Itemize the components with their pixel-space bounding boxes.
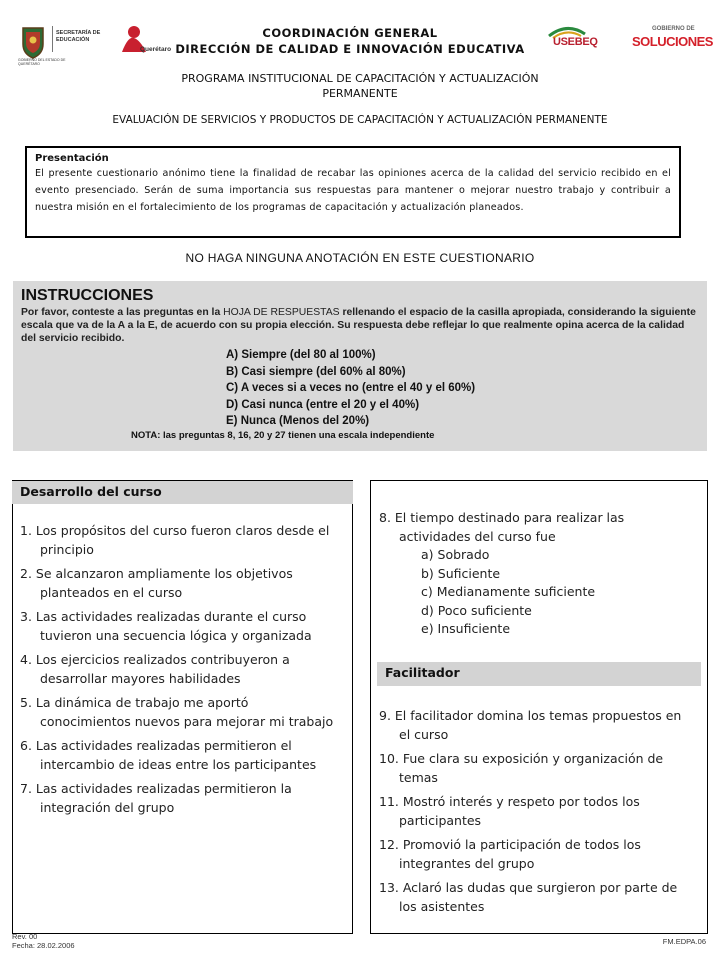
escala-item: C) A veces si a veces no (entre el 40 y el 60%) [226,382,476,394]
secretaria-logo [18,22,118,64]
soluciones-text: SOLUCIONES [632,34,713,49]
question-8-options [379,546,699,639]
option-item: e) Insuficiente [421,621,511,636]
escala-item: D) Casi nunca (entre el 20 y el 40%) [226,398,420,411]
option-item: c) Medianamente suficiente [421,584,596,599]
question-item: 7. Las actividades realizadas permitieron la integración del grupo [20,781,292,815]
usebeq-logo-text: USEBEQ [553,36,598,48]
question-item: 1. Los propósitos del curso fueron claros desde el principio [20,523,330,557]
question-item: 6. Las actividades realizadas permitieron el intercambio de ideas entre los participantes [20,738,317,772]
instrucciones-text-c: rellenando el espacio de la casilla apropiada, considerando la siguiente escala que va de la A a la E, de acuerdo con su propia elección. Su respuesta debe reflejar lo que realmente opina acerca de la calidad del servicio recibido. [21,307,696,344]
gobierno-de-text: GOBIERNO DE [652,26,695,32]
gobierno-soluciones-logo [630,26,712,56]
desarrollo-title: Desarrollo del curso [12,481,353,504]
instrucciones-title: INSTRUCCIONES [21,287,154,304]
option-item: b) Suficiente [421,565,501,581]
presentacion-text: El presente cuestionario anónimo tiene la finalidad de recabar las opiniones acerca de la calidad del servicio recibido en el evento presenciado. Serán de suma importancia sus respuestas para mantener o mejorar nuestro trabajo y contribuir a nuestra misión en el fortalecimiento de los programas de capacitación y actualización planeados. [35,168,671,213]
escala-item: E) Nunca (Menos del 20%) [226,415,370,427]
queretaro-logo-text: Querétaro [140,46,172,53]
option-item: a) Sobrado [421,547,490,562]
option-item: d) Poco suficiente [421,602,532,618]
secretaria-logo-text: SECRETARÍA DE EDUCACIÓN [56,30,101,43]
instrucciones-box [13,281,707,451]
question-item: 13. Aclaró las dudas que surgieron por parte de los asistentes [379,880,678,914]
footer-code: FM.EDPA.06 [662,937,706,946]
escala-list [226,347,699,430]
queretaro-crest-icon [18,24,48,60]
coordinacion-title: COORDINACIÓN GENERAL [262,26,438,40]
question-item: 2. Se alcanzaron ampliamente los objetivos planteados en el curso [20,566,293,600]
escala-item: B) Casi siempre (del 60% al 80%) [226,365,406,378]
escala-nota: NOTA: las preguntas 8, 16, 20 y 27 tienen una escala independiente [131,429,435,441]
question-8-text: 8. El tiempo destinado para realizar las [379,510,625,525]
question-item: 12. Promovió la participación de todos los integrantes del grupo [379,837,641,871]
presentacion-box [25,146,681,238]
footer-rev: Rev. 00 [12,932,38,941]
desarrollo-questions [20,522,341,823]
programa-title [160,71,560,101]
evaluacion-title: EVALUACIÓN DE SERVICIOS Y PRODUCTOS DE CAPACITACIÓN Y ACTUALIZACIÓN PERMANENTE [112,114,608,126]
question-item: 9. El facilitador domina los temas propuestos en el curso [379,708,682,742]
presentacion-title: Presentación [35,153,109,164]
instrucciones-text-a: Por favor, conteste a las preguntas en la [21,307,224,318]
question-item: 5. La dinámica de trabajo me aportó conocimientos nuevos para mejorar mi trabajo [20,695,334,729]
question-item: 10. Fue clara su exposición y organización de temas [379,751,664,785]
usebeq-logo [545,26,615,54]
queretaro-state-text: GOBIERNO DEL ESTADO DE QUERÉTARO [18,58,66,66]
escala-item: A) Siempre (del 80 al 100%) [226,349,376,361]
programa-line1: PROGRAMA INSTITUCIONAL DE CAPACITACIÓN Y ACTUALIZACIÓN [181,72,539,85]
question-item: 4. Los ejercicios realizados contribuyeron a desarrollar mayores habilidades [20,652,290,686]
facilitador-questions [379,707,699,922]
question-item: 11. Mostró interés y respeto por todos los participantes [379,794,640,828]
question-item: 3. Las actividades realizadas durante el curso tuvieron una secuencia lógica y organizada [20,609,312,643]
instrucciones-text [21,306,699,345]
facilitador-title: Facilitador [377,662,701,686]
question-8-cont: actividades del curso fue [399,528,556,544]
direccion-title: DIRECCIÓN DE CALIDAD E INNOVACIÓN EDUCATIVA [175,42,525,56]
question-8 [379,509,699,639]
hoja-respuestas-text: HOJA DE RESPUESTAS [223,307,340,318]
no-haga-notice: NO HAGA NINGUNA ANOTACIÓN EN ESTE CUESTIONARIO [185,251,535,265]
programa-line2: PERMANENTE [322,87,398,100]
footer-fecha: Fecha: 28.02.2006 [12,941,75,950]
